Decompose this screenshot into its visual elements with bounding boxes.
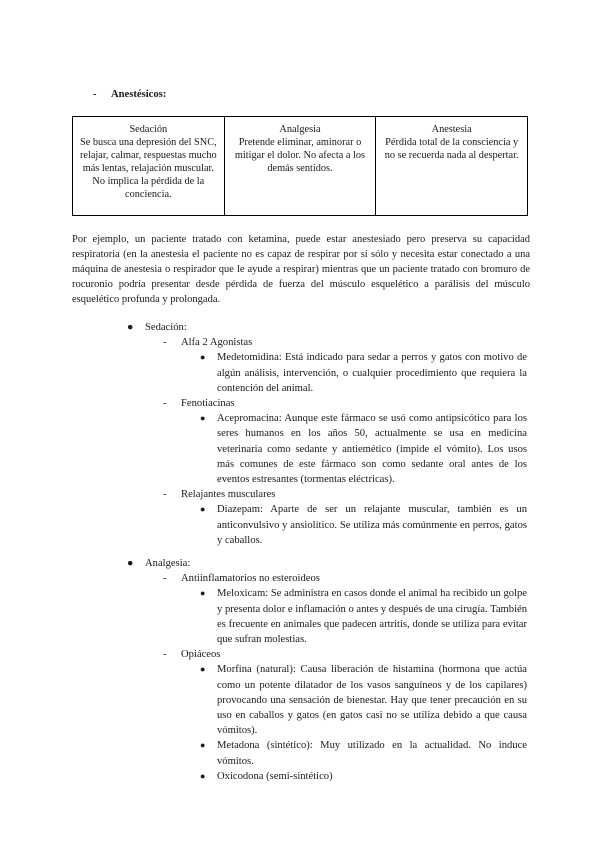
body-paragraph: Por ejemplo, un paciente tratado con ketamina, puede estar anestesiado pero preserva su capacidad respiratoria (en la anestesia el paciente no es capaz de respirar por sí sólo y necesita estar conectado a una máquina de anestesia o respirador que le ayude a respirar) mientras que un paciente tratado con bromuro de rocuronio podría presentar desde pérdida de fuerza del músculo esquelético a parálisis del músculo esquelético profunda y prolongada. — [72, 234, 530, 305]
list-item-text: Acepromacina: Aunque este fármaco se usó como antipsicótico para los seres humanos en los años 50, actualmente se usa en medicina veterinaria como sedante y antiemético (impide el vómito). Los usos más comunes de este fármaco son como sedante oral antes de los eventos estresantes (tormentas eléctricas). — [217, 413, 527, 486]
list-item — [0, 502, 527, 548]
bullet-icon: ● — [127, 322, 134, 333]
list-item-text: Meloxicam: Se administra en casos donde el animal ha recibido un golpe y presenta dolor e inflamación o antes y después de una cirugía. También es frecuente en animales que padecen artritis, donde se utiliza para evitar que sufran molestias. — [217, 588, 528, 646]
list-item-text: Diazepam: Aparte de ser un relajante muscular, también es un anticonvulsivo y ansiolítico. Se utiliza más comúnmente en perros, gatos y caballos. — [217, 504, 527, 546]
cell-text: Pérdida total de la consciencia y no se recuerda nada al despertar. — [384, 137, 519, 161]
list-item-text: Medetomidina: Está indicado para sedar a perros y gatos con motivo de algún análisis, intervención, o cualquier procedimiento que requiera la contención del animal. — [217, 352, 527, 394]
list-item-label: Sedación: — [145, 322, 187, 333]
list-item — [0, 556, 600, 571]
list-item-label: Alfa 2 Agonistas — [181, 337, 253, 349]
list-item — [0, 571, 600, 586]
list-item — [0, 662, 527, 738]
cell-title: Anestesia — [431, 124, 472, 135]
list-item — [0, 738, 527, 768]
bullet-icon: ● — [200, 504, 206, 515]
table-cell-sedacion — [73, 117, 225, 216]
table-cell-analgesia — [224, 117, 376, 216]
bullet-icon: ● — [200, 352, 206, 363]
cell-text: Pretende eliminar, aminorar o mitigar el dolor. No afecta a los demás sentidos. — [234, 137, 366, 174]
list-item — [0, 411, 527, 487]
table-cell-anestesia — [376, 117, 528, 216]
cell-title: Analgesia — [279, 124, 321, 135]
dash-icon: - — [163, 649, 167, 661]
list-item-label: Fenotiacinas — [181, 398, 235, 410]
dash-icon: - — [163, 489, 167, 501]
definitions-table — [72, 116, 528, 216]
list-item-label: Opiáceos — [181, 649, 221, 661]
bullet-icon: ● — [200, 664, 206, 675]
list-item-text: Metadona (sintético): Muy utilizado en la actualidad. No induce vómitos. — [217, 740, 527, 767]
bullet-icon: ● — [127, 558, 134, 569]
list-item — [0, 586, 527, 647]
cell-title: Sedación — [129, 124, 168, 135]
bullet-icon: ● — [200, 770, 206, 781]
cell-text: Se busca una depresión del SNC, relajar, calmar, respuestas mucho más lentas, relajación muscular. No implica la pérdida de la conciencia. — [79, 137, 217, 200]
dash-icon: - — [163, 398, 167, 410]
list-item-text: Morfina (natural): Causa liberación de histamina (hormona que actúa como un potente dilatador de los vasos sanguíneos y de los capilares) provocando una sensación de bienestar. Hay que tener precaución en su uso en caballos y gatos (en gatos casi no se utiliza debido a que causa vómitos). — [217, 664, 527, 737]
section-heading — [93, 88, 166, 103]
sedation-section — [0, 320, 600, 548]
heading-dash: - — [93, 89, 97, 100]
bullet-icon: ● — [200, 413, 206, 424]
bullet-icon: ● — [200, 588, 206, 599]
list-item — [0, 396, 600, 411]
list-item-text: Oxicodona (semi-sintético) — [217, 770, 333, 782]
list-item — [0, 647, 600, 662]
list-item-label: Antiinflamatorios no esteroideos — [181, 573, 320, 585]
list-item — [0, 487, 600, 502]
heading-text: Anestésicos: — [111, 89, 167, 100]
list-item-label: Relajantes musculares — [181, 489, 276, 501]
dash-icon: - — [163, 573, 167, 585]
list-item-label: Analgesia: — [145, 558, 191, 569]
analgesia-section — [0, 556, 600, 784]
list-item — [0, 335, 600, 350]
dash-icon: - — [163, 337, 167, 349]
list-item — [0, 769, 527, 784]
bullet-icon: ● — [200, 740, 206, 751]
list-item — [0, 350, 527, 396]
table-row — [73, 117, 528, 216]
list-item — [0, 320, 600, 335]
